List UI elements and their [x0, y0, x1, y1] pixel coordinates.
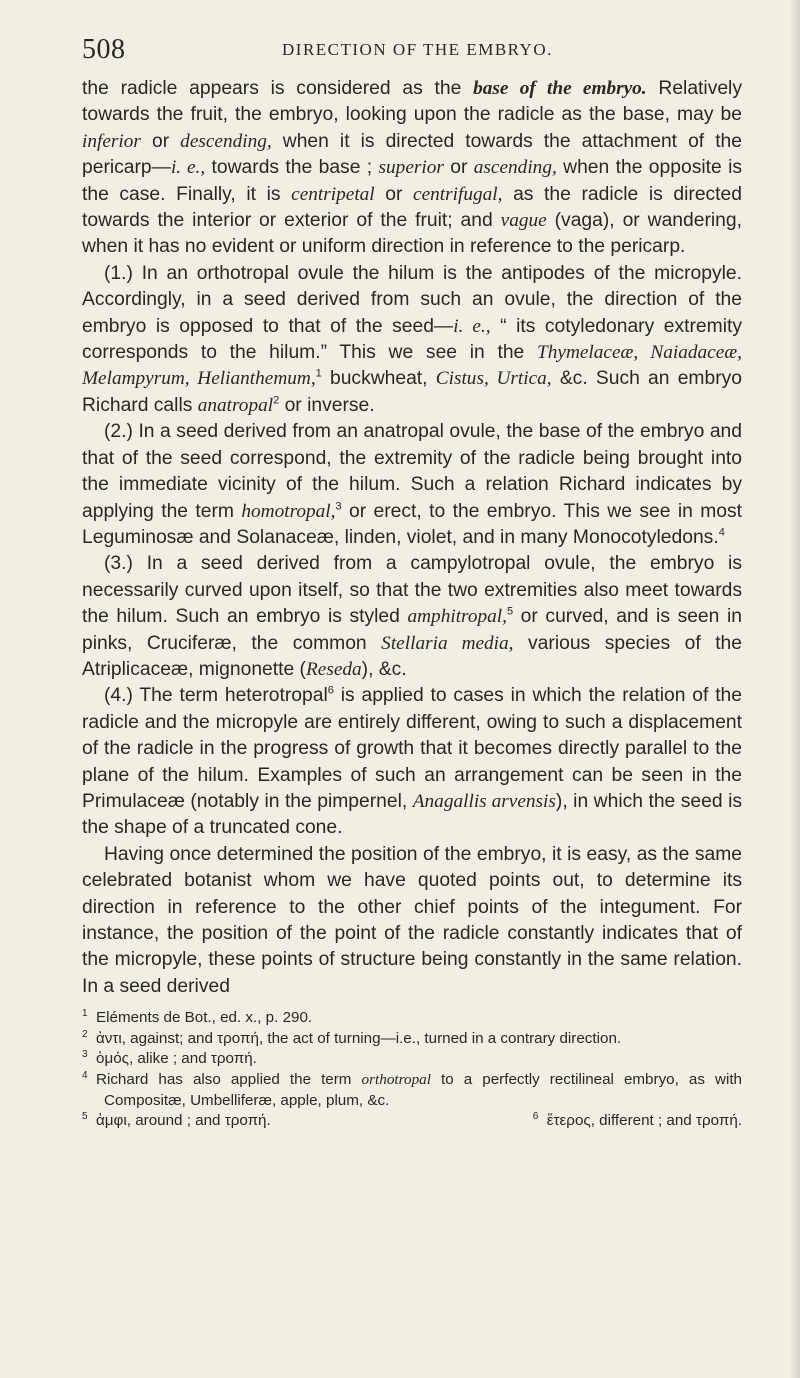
footnote-ref: 4	[718, 526, 725, 539]
page-number: 508	[82, 34, 126, 65]
footnote-5: 5 ἀμφι, around ; and τροπή.	[82, 1111, 271, 1130]
footnote-ref: 3	[335, 500, 342, 513]
footnote-ref: 6	[327, 684, 334, 697]
paragraph-heterotropal: (4.) The term heterotropal$^6$ is applied to cases in which the relation of the radicle and the micropyle are entirely different, owing to such a displacement of the radicle in the progress of growth that it becomes directly parallel to the plane of the hilum. Examples of such an arrangement can be seen in the Primulaceæ (notably in the pimpernel, Anagallis arvensis), in which the seed is the shape of a truncated cone.	[82, 684, 742, 839]
footnotes-5-6	[82, 1111, 742, 1132]
footnote-ref: 5	[506, 605, 514, 618]
paragraph-summary: Having once determined the position of the embryo, it is easy, as the same celebrated botanist whom we have quoted points out, to determine its direction in reference to the other chief points of the integument. For instance, the position of the point of the radicle constantly indicates that of the micropyle, these points of structure being constantly in the same relation. In a seed derived	[82, 843, 742, 997]
page-header	[82, 30, 770, 70]
paragraph-embryo-direction: the radicle appears is considered as the base of the embryo. Relatively towards the fruit, the embryo, looking upon the radicle as the base, may be inferior or descending, when it is directed towards the attachment of the pericarp—i. e., towards the base ; superior or ascending, when the opposite is the case. Finally, it is centripetal or centrifugal, as the radicle is directed towards the interior or exterior of the fruit; and vague (vaga), or wandering, when it has no evident or uniform direction in reference to the pericarp.	[82, 78, 743, 258]
page-edge-shadow	[790, 0, 800, 1378]
footnote-2: 2 ἀντι, against; and τροπή, the act of turning—i.e., turned in a contrary direction.	[82, 1028, 622, 1047]
footnote-1: 1 Eléments de Bot., ed. x., p. 290.	[82, 1008, 313, 1027]
body-text	[82, 76, 742, 1000]
footnote-6: 6 ἕτερος, different ; and τροπή.	[532, 1111, 742, 1130]
footnote-4: 4 Richard has also applied the term orthotropal to a perfectly rectilineal embryo, as with Compositæ, Umbelliferæ, apple, plum, &c.	[82, 1069, 742, 1109]
paragraph-anatropal: (2.) In a seed derived from an anatropal ovule, the base of the embryo and that of the seed correspond, the extremity of the radicle being brought into the immediate vicinity of the hilum. Such a relation Richard indicates by applying the term homotropal,$^3$ or erect, to the embryo. This we see in most Leguminosæ and Solanaceæ, linden, violet, and in many Monocotyledons.$^4$	[82, 421, 743, 548]
paragraph-orthotropal: (1.) In an orthotropal ovule the hilum is the antipodes of the micropyle. Accordingly, in a seed derived from such an ovule, the direction of the embryo is opposed to that of the seed—i. e., “ its cotyledonary extremity corresponds to the hilum.” This we see in the Thymelaceæ, Naiadaceæ, Melampyrum, Helianthemum,$^1$ buckwheat, Cistus, Urtica, &c. Such an embryo Richard calls anatropal$^2$ or inverse.	[82, 262, 742, 416]
running-title: DIRECTION OF THE EMBRYO.	[282, 40, 553, 59]
paragraph-campylotropal: (3.) In a seed derived from a campylotropal ovule, the embryo is necessarily curved upon itself, so that the two extremities also meet towards the hilum. Such an embryo is styled amphitropal,$^5$ or curved, and is seen in pinks, Cruciferæ, the common Stellaria media, various species of the Atriplicaceæ, mignonette (Reseda), &c.	[82, 553, 742, 680]
footnotes	[82, 1008, 742, 1132]
footnote-ref: 2	[273, 394, 280, 407]
footnote-ref: 1	[315, 368, 322, 381]
footnote-3: 3 ὁμός, alike ; and τροπή.	[82, 1049, 257, 1068]
